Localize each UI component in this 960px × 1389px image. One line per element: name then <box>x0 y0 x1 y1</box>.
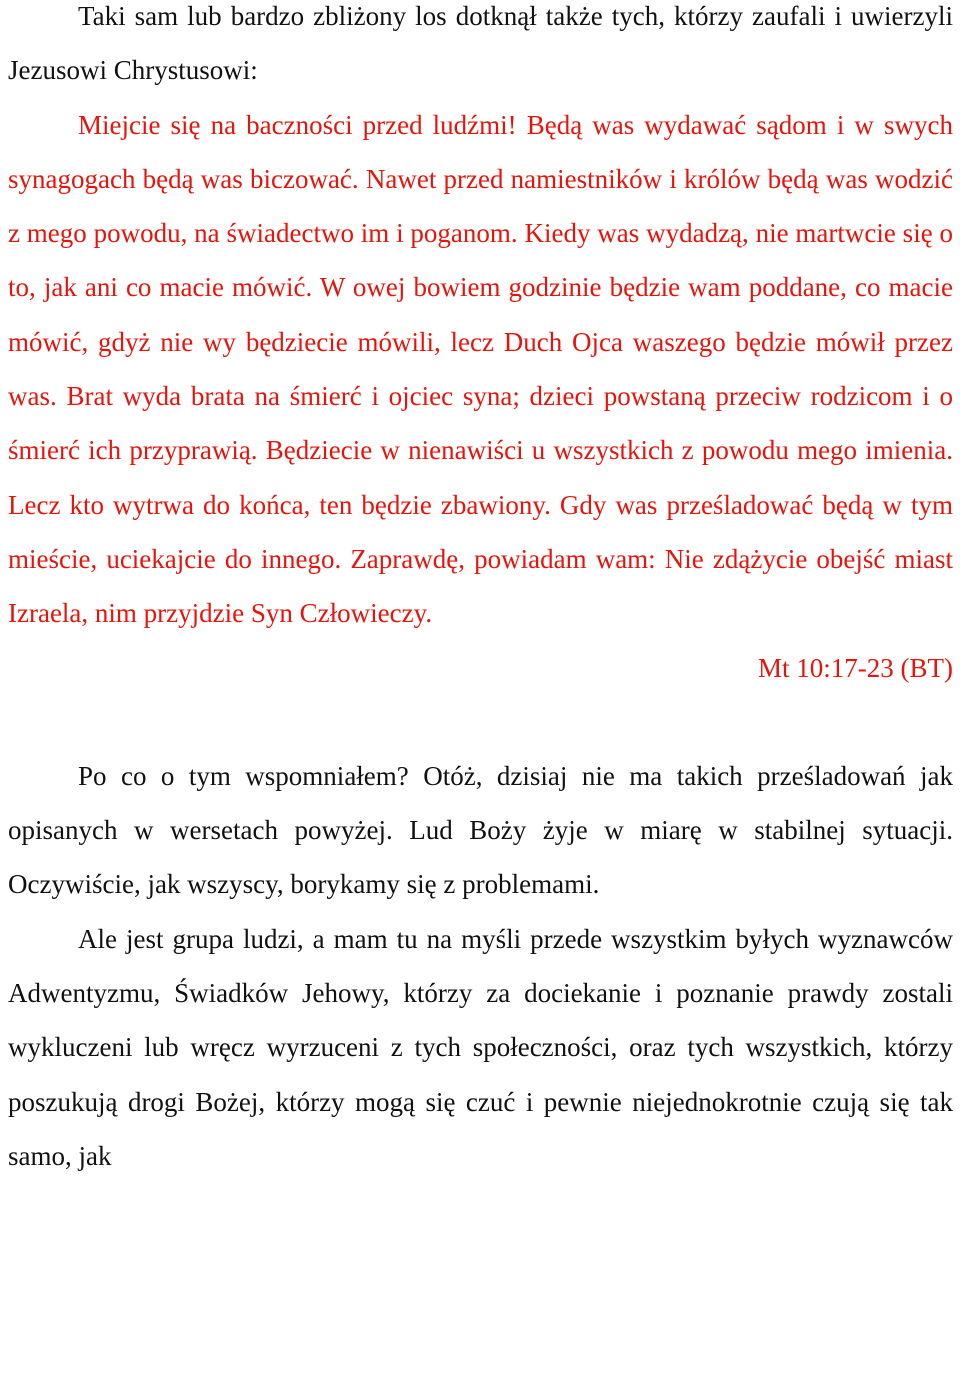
body-paragraph: Po co o tym wspomniałem? Otóż, dzisiaj nie ma takich prześladowań jak opisanych w wersetach powyżej. Lud Boży żyje w miarę w stabilnej sytuacji. Oczywiście, jak wszyscy, borykamy się z problemami. <box>8 760 953 900</box>
body-paragraph: Ale jest grupa ludzi, a mam tu na myśli przede wszystkim byłych wyznawców Adwentyzmu, Świadków Jehowy, którzy za dociekanie i poznanie prawdy zostali wykluczeni lub wręcz wyrzuceni z tych społeczności, oraz tych wszystkich, którzy poszukują drogi Bożej, którzy mogą się czuć i pewnie niejednokrotnie czują się tak samo, jak <box>8 923 953 1171</box>
paragraph-spacer <box>8 695 953 749</box>
document-page <box>8 0 953 1183</box>
bible-reference: Mt 10:17-23 (BT) <box>758 652 953 683</box>
bible-quote: Miejcie się na baczności przed ludźmi! Będą was wydawać sądom i w swych synagogach będą was biczować. Nawet przed namiestników i królów będą was wodzić z mego powodu, na świadectwo im i poganom. Kiedy was wydadzą, nie martwcie się o to, jak ani co macie mówić. W owej bowiem godzinie będzie wam poddane, co macie mówić, gdyż nie wy będziecie mówili, lecz Duch Ojca waszego będzie mówił przez was. Brat wyda brata na śmierć i ojciec syna; dzieci powstaną przeciw rodzicom i o śmierć ich przyprawią. Będziecie w nienawiści u wszystkich z powodu mego imienia. Lecz kto wytrwa do końca, ten będzie zbawiony. Gdy was prześladować będą w tym mieście, uciekajcie do innego. Zaprawdę, powiadam wam: Nie zdążycie obejść miast Izraela, nim przyjdzie Syn Człowieczy. <box>8 109 953 629</box>
intro-paragraph: Taki sam lub bardzo zbliżony los dotknął także tych, którzy zaufali i uwierzyli Jezusowi Chrystusowi: <box>8 1 953 86</box>
